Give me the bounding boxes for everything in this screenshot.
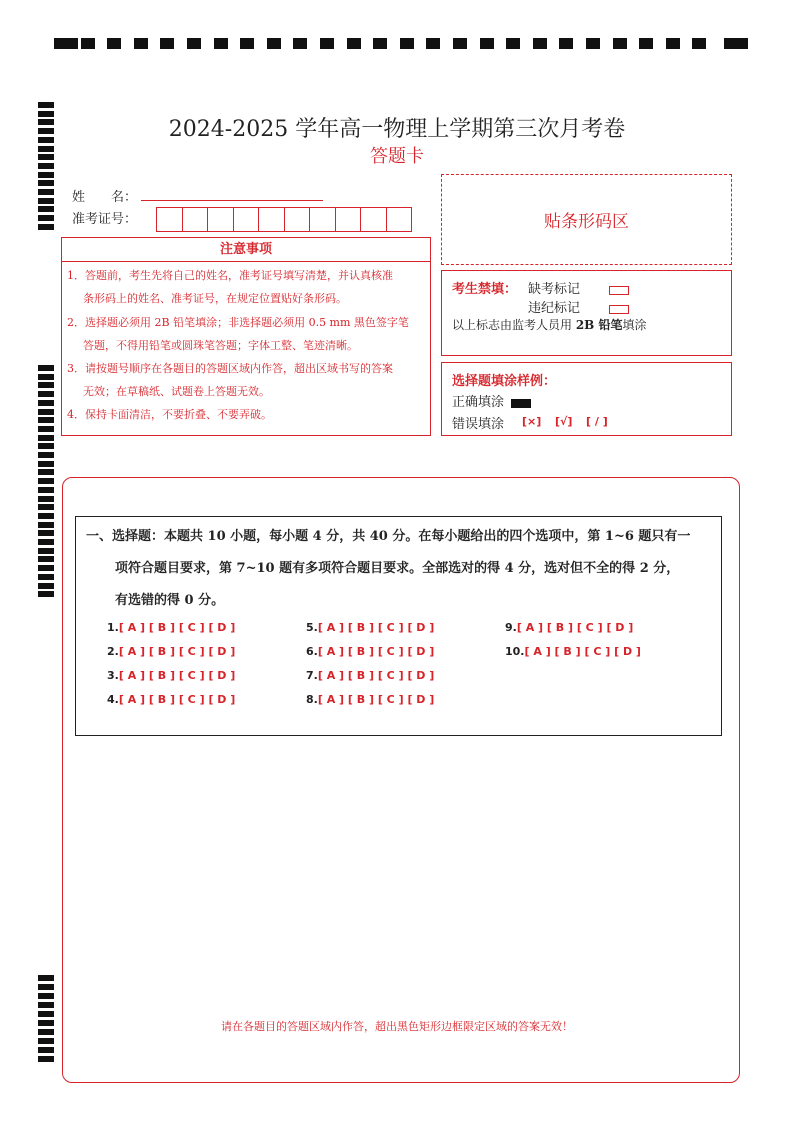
timing-mark [400,38,414,49]
choice-bubbles[interactable]: [ A ] [ B ] [ C ] [ D ] [118,669,236,682]
choice-bubbles[interactable]: [ A ] [ B ] [ C ] [ D ] [118,645,236,658]
choice-question-9[interactable] [505,621,633,634]
timing-mark [38,374,54,380]
question-number: 1. [107,621,119,634]
exam-id-digit-box[interactable] [335,207,362,232]
question-number: 2. [107,645,119,658]
timing-mark [347,38,361,49]
absent-mark-label: 缺考标记 [528,282,581,297]
notice-heading: 注意事项 [61,237,431,262]
page-title: 2024-2025 学年高一物理上学期第三次月考卷 [168,117,626,142]
choice-bubbles[interactable]: [ A ] [ B ] [ C ] [ D ] [118,693,236,706]
timing-mark [38,591,54,597]
notice-item-continued: 答题，不得用铅笔或圆珠笔答题；字体工整、笔迹清晰。 [83,339,358,352]
timing-mark [38,469,54,475]
question-number: 8. [306,693,318,706]
timing-mark [38,180,54,186]
notice-item-4 [67,403,427,426]
timing-mark [639,38,653,49]
choice-bubbles[interactable]: [ A ] [ B ] [ C ] [ D ] [317,621,435,634]
notice-item-1 [67,264,427,310]
choice-question-7[interactable] [306,669,434,682]
timing-mark [559,38,573,49]
timing-mark [38,548,54,554]
forbid-note-post: 填涂 [622,318,647,332]
timing-mark [187,38,201,49]
timing-mark [38,487,54,493]
timing-mark [38,443,54,449]
timing-mark [38,102,54,108]
notice-item-text: 1．答题前，考生先将自己的姓名，准考证号填写清楚，并认真核准 [67,269,393,282]
exam-id-digit-box[interactable] [233,207,260,232]
choice-bubbles[interactable]: [ A ] [ B ] [ C ] [ D ] [516,621,634,634]
exam-id-digit-box[interactable] [207,207,234,232]
timing-mark [38,400,54,406]
name-label: 姓 名： [72,190,138,205]
choice-bubbles[interactable]: [ A ] [ B ] [ C ] [ D ] [118,621,236,634]
timing-mark [38,206,54,212]
timing-mark [426,38,440,49]
timing-mark [480,38,494,49]
question-number: 4. [107,693,119,706]
timing-mark [38,504,54,510]
choice-question-10[interactable] [505,645,641,658]
timing-mark [38,391,54,397]
choice-question-3[interactable] [107,669,235,682]
wrong-fill-mark-1: [×] [522,415,542,428]
choice-question-1[interactable] [107,621,235,634]
question-number: 7. [306,669,318,682]
notice-item-text: 4．保持卡面清洁，不要折叠、不要弄破。 [67,408,272,421]
notice-item-3 [67,357,427,403]
timing-mark [38,382,54,388]
barcode-area [441,174,732,265]
fill-sample-label: 选择题填涂样例： [452,374,557,389]
timing-mark [38,583,54,589]
timing-mark [214,38,228,49]
timing-mark [666,38,680,49]
timing-mark [81,38,95,49]
exam-id-digit-box[interactable] [386,207,413,232]
left-timing-marks-middle [38,365,56,600]
timing-mark [38,975,54,981]
timing-mark [38,478,54,484]
choice-bubbles[interactable]: [ A ] [ B ] [ C ] [ D ] [317,693,435,706]
timing-mark [38,435,54,441]
timing-mark [38,1002,54,1008]
timing-mark [134,38,148,49]
exam-id-digit-box[interactable] [182,207,209,232]
wrong-fill-mark-3: [ / ] [586,415,608,428]
correct-fill-label: 正确填涂 [452,395,505,410]
timing-mark [107,38,121,49]
timing-mark [38,574,54,580]
choice-question-8[interactable] [306,693,434,706]
page-subtitle: 答题卡 [370,146,424,167]
violation-mark-label: 违纪标记 [528,301,581,316]
section1-instructions-line3: 有选错的得 0 分。 [115,593,225,608]
forbid-note [452,316,647,333]
wrong-fill-label: 错误填涂 [452,417,505,432]
timing-mark [38,224,54,230]
timing-mark [38,1047,54,1053]
exam-id-digit-box[interactable] [258,207,285,232]
exam-id-digit-box[interactable] [309,207,336,232]
question-number: 9. [505,621,517,634]
notice-item-continued: 无效；在草稿纸、试题卷上答题无效。 [83,385,270,398]
forbid-note-bold: 2B 铅笔 [575,318,623,332]
exam-id-digit-box[interactable] [156,207,183,232]
choice-question-2[interactable] [107,645,235,658]
timing-mark [586,38,600,49]
timing-mark [38,1056,54,1062]
timing-mark [38,539,54,545]
forbid-note-pre: 以上标志由监考人员用 [452,318,576,332]
question-number: 10. [505,645,525,658]
timing-mark [38,1038,54,1044]
footer-warning: 请在各题目的答题区域内作答，超出黑色矩形边框限定区域的答案无效！ [221,1020,573,1033]
timing-mark [293,38,307,49]
exam-id-label: 准考证号： [72,212,138,227]
timing-mark [38,452,54,458]
timing-mark [613,38,627,49]
timing-mark [54,38,78,49]
choice-question-6[interactable] [306,645,434,658]
notice-item-text: 3．请按题号顺序在各题目的答题区域内作答，超出区域书写的答案 [67,362,393,375]
timing-mark [453,38,467,49]
timing-mark [692,38,706,49]
timing-mark [38,565,54,571]
choice-question-5[interactable] [306,621,434,634]
timing-mark [240,38,254,49]
exam-id-digit-box[interactable] [360,207,387,232]
forbid-label: 考生禁填： [452,282,518,297]
timing-mark [160,38,174,49]
exam-id-boxes[interactable] [156,207,411,232]
timing-mark [38,426,54,432]
choice-question-4[interactable] [107,693,235,706]
name-input-line[interactable] [141,200,323,201]
notice-item-2 [67,311,427,357]
timing-mark [38,461,54,467]
notice-item-text: 2．选择题必须用 2B 铅笔填涂；非选择题必须用 0.5 mm 黑色签字笔 [67,316,409,329]
exam-id-digit-box[interactable] [284,207,311,232]
timing-mark [38,556,54,562]
timing-mark [38,522,54,528]
choice-bubbles[interactable]: [ A ] [ B ] [ C ] [ D ] [317,645,435,658]
timing-mark [38,215,54,221]
question-number: 6. [306,645,318,658]
question-number: 3. [107,669,119,682]
section1-instructions-line2: 项符合题目要求，第 7~10 题有多项符合题目要求。全部选对的得 4 分，选对但不全的得 2 分， [115,561,680,576]
timing-mark [38,984,54,990]
timing-mark [38,172,54,178]
timing-mark [506,38,520,49]
wrong-fill-mark-2: [√] [555,415,573,428]
timing-mark [38,198,54,204]
timing-mark [373,38,387,49]
top-timing-marks [54,38,748,51]
choice-bubbles[interactable]: [ A ] [ B ] [ C ] [ D ] [524,645,641,658]
timing-mark [38,530,54,536]
timing-mark [38,365,54,371]
timing-mark [38,513,54,519]
timing-mark [267,38,281,49]
timing-mark [38,189,54,195]
timing-mark [320,38,334,49]
timing-mark [38,409,54,415]
timing-mark [38,1011,54,1017]
timing-mark [38,993,54,999]
correct-fill-example [511,393,531,412]
timing-mark [38,417,54,423]
choice-bubbles[interactable]: [ A ] [ B ] [ C ] [ D ] [317,669,435,682]
timing-mark [724,38,748,49]
barcode-label: 贴条形码区 [544,212,629,232]
timing-mark [533,38,547,49]
timing-mark [38,496,54,502]
notice-item-continued: 条形码上的姓名、准考证号，在规定位置贴好条形码。 [83,292,347,305]
question-number: 5. [306,621,318,634]
section1-instructions-line1: 一、选择题：本题共 10 小题，每小题 4 分，共 40 分。在每小题给出的四个选项中，第 1~6 题只有一 [86,529,691,544]
absent-mark-box[interactable] [609,280,629,299]
